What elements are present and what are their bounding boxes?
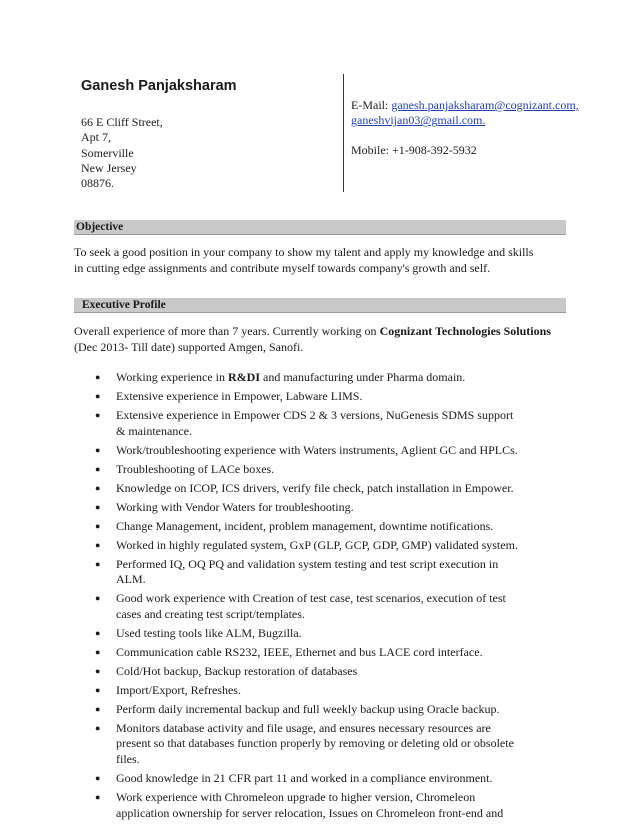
bullet-dot-icon: ● — [95, 520, 101, 531]
objective-line: To seek a good position in your company to show my talent and apply my knowledge and skills — [74, 245, 534, 259]
bullet-text-line: Change Management, incident, problem management, downtime notifications. — [116, 518, 494, 533]
intro-period: (Dec 2013- Till date) supported Amgen, Sanofi. — [74, 339, 304, 354]
bullet-dot-icon: ● — [95, 773, 101, 783]
bullet-text-line: present so that databases function properly by removing or deleting old or obsolete — [116, 736, 514, 751]
bullet-text-line: Extensive experience in Empower, Labware LIMS. — [116, 389, 363, 403]
bullet-dot-icon: ● — [95, 646, 101, 657]
bullet-text-line: Import/Export, Refreshes. — [116, 682, 241, 697]
bullet-dot-icon: ● — [95, 539, 101, 550]
contact-block — [351, 98, 579, 158]
bullet-text-line: Cold/Hot backup, Backup restoration of databases — [116, 663, 358, 678]
bullet-text-line: Performed IQ, OQ PQ and validation system testing and test script execution in — [116, 556, 499, 571]
profile-heading — [74, 298, 566, 313]
company-name: Cognizant Technologies Solutions — [379, 324, 551, 338]
candidate-name: Ganesh Panjaksharam — [81, 78, 237, 94]
bullet-dot-icon: ● — [95, 444, 101, 455]
objective-line: in cutting edge assignments and contribute myself towards company's growth and self. — [74, 260, 491, 275]
bullet-dot-icon: ● — [95, 703, 101, 714]
profile-intro — [74, 324, 566, 355]
email-label: E-Mail: — [351, 98, 389, 112]
bullet-text-line: Communication cable RS232, IEEE, Ethernet and bus LACE cord interface. — [116, 644, 483, 659]
bullet-text-line: Monitors database activity and file usage, and ensures necessary resources are — [116, 720, 491, 735]
bullet-text-line: Extensive experience in Empower CDS 2 & 3 versions, NuGenesis SDMS support — [116, 408, 514, 422]
bullet-text-line: cases and creating test script/templates. — [116, 606, 305, 621]
bullet-dot-icon: ● — [95, 501, 101, 512]
email-row — [351, 98, 579, 113]
email-link-primary[interactable]: ganesh.panjaksharam@cognizant.com, — [391, 98, 579, 112]
bullet-text-line: Good knowledge in 21 CFR part 11 and worked in a compliance environment. — [116, 771, 493, 785]
bullet-dot-icon: ● — [95, 627, 101, 638]
bullet-text-line: Used testing tools like ALM, Bugzilla. — [116, 625, 302, 640]
email-link-secondary[interactable]: ganeshvijan03@gmail.com. — [351, 113, 486, 128]
bullet-dot-icon: ● — [95, 665, 101, 676]
bullet-dot-icon: ● — [95, 482, 101, 493]
bullet-dot-icon: ● — [95, 558, 101, 569]
bullet-dot-icon: ● — [95, 410, 101, 420]
bullet-text-line: Perform daily incremental backup and full weekly backup using Oracle backup. — [116, 701, 500, 716]
bullet-dot-icon: ● — [95, 722, 101, 733]
bullet-text-line: Working experience in R&DI and manufacturing under Pharma domain. — [116, 370, 466, 384]
bullet-text-line: ALM. — [116, 572, 146, 587]
bullet-dot-icon: ● — [95, 391, 101, 401]
bullet-text-line: Worked in highly regulated system, GxP (GLP, GCP, GDP, GMP) validated system. — [116, 537, 518, 552]
bullet-dot-icon: ● — [95, 593, 101, 604]
profile-title: Executive Profile — [82, 299, 166, 311]
address-line: 08876. — [81, 176, 114, 191]
header-divider — [343, 74, 344, 192]
address-line: Apt 7, — [81, 130, 111, 145]
address-line: 66 E Cliff Street, — [81, 115, 163, 129]
bullet-text-line: Working with Vendor Waters for troubleshooting. — [116, 499, 354, 514]
intro-text: Overall experience of more than 7 years. Currently working on — [74, 324, 380, 338]
objective-heading — [74, 220, 566, 235]
objective-text — [74, 245, 566, 276]
bullet-dot-icon: ● — [95, 684, 101, 695]
bullet-dot-icon: ● — [95, 372, 101, 382]
bullet-text-line: Work experience with Chromeleon upgrade to higher version, Chromeleon — [116, 790, 476, 804]
postal-address — [81, 115, 163, 191]
bullet-text-line: files. — [116, 752, 140, 766]
bullet-dot-icon: ● — [95, 463, 101, 474]
bullet-dot-icon: ● — [95, 792, 101, 802]
bullet-text-line: Good work experience with Creation of test case, test scenarios, execution of test — [116, 591, 506, 606]
objective-title: Objective — [76, 221, 124, 233]
mobile-number: Mobile: +1-908-392-5932 — [351, 142, 477, 157]
bullet-text-line: Troubleshooting of LACe boxes. — [116, 461, 275, 476]
bullet-text-line: & maintenance. — [116, 423, 192, 438]
bullet-text-line: Work/troubleshooting experience with Waters instruments, Aglient GC and HPLCs. — [116, 442, 518, 457]
bullet-text-line: application ownership for server relocation, Issues on Chromeleon front-end and — [116, 805, 504, 820]
address-line: Somerville — [81, 145, 134, 160]
bullet-text-line: Knowledge on ICOP, ICS drivers, verify file check, patch installation in Empower. — [116, 480, 514, 495]
address-line: New Jersey — [81, 160, 137, 175]
